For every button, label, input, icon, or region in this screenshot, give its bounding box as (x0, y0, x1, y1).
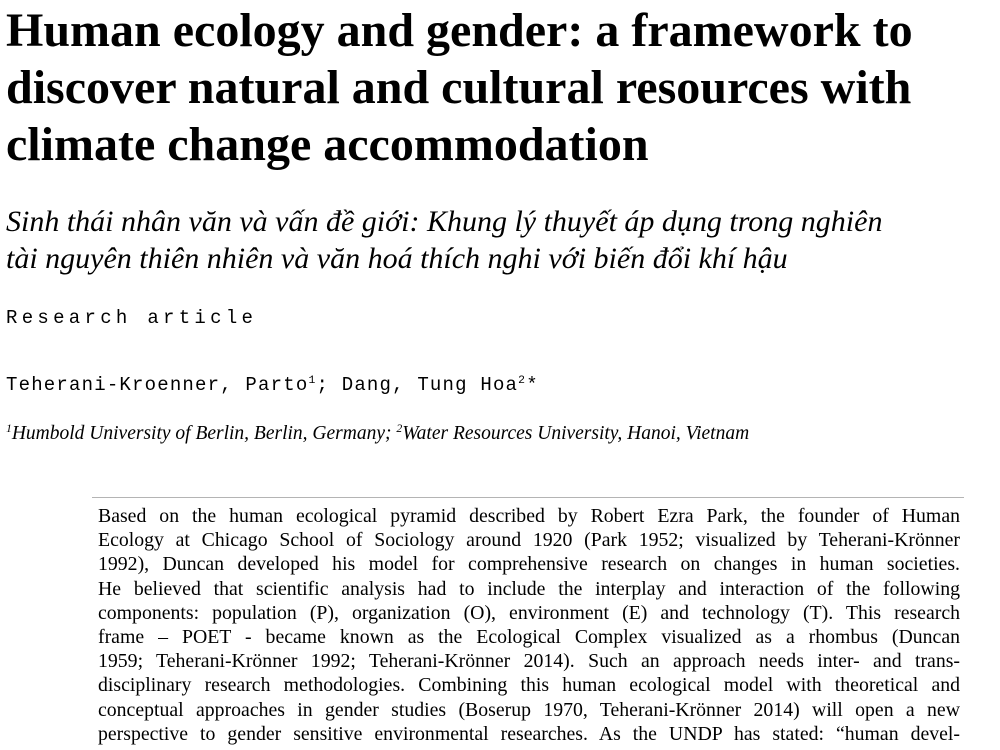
article-type-label: Research article (6, 307, 258, 329)
subtitle-line-1: Sinh thái nhân văn và vấn đề giới: Khung lý thuyết áp dụng trong nghiên (6, 205, 883, 238)
abstract-line: Based on the human ecological pyramid described by Robert Ezra Park, the founder of Human (98, 505, 960, 527)
title-line-3: climate change accommodation (6, 118, 649, 171)
author-1-name: Teherani-Kroenner, Parto (6, 374, 309, 396)
abstract-line: He believed that scientific analysis had to include the interplay and interaction of the following (98, 577, 960, 600)
author-2-affiliation-marker: 2 (518, 375, 527, 388)
subtitle-line-2: tài nguyên thiên nhiên và văn hoá thích nghi với biến đổi khí hậu (6, 242, 788, 275)
abstract-line: 1959; Teherani-Krönner 1992; Teherani-Krönner 2014). Such an approach needs inter- and trans- (98, 650, 960, 673)
article-subtitle-vietnamese (6, 203, 1000, 277)
abstract-line: conceptual approaches in gender studies (Boserup 1970, Teherani-Krönner 2014) will open a new (98, 698, 960, 721)
corresponding-author-mark: * (526, 374, 539, 396)
affiliation-1-marker: 1 (6, 421, 12, 435)
affiliation-2-text: Water Resources University, Hanoi, Vietnam (402, 423, 750, 444)
abstract-divider (92, 497, 964, 498)
author-1-affiliation-marker: 1 (308, 375, 317, 388)
author-separator: ; (316, 374, 342, 396)
affiliation-1-text: Humbold University of Berlin, Berlin, Germany; (11, 423, 397, 444)
title-line-2: discover natural and cultural resources with (6, 61, 912, 114)
title-line-1: Human ecology and gender: a framework to (6, 4, 913, 57)
affiliation-2-marker: 2 (396, 421, 403, 435)
abstract-line: disciplinary research methodologies. Combining this human ecological model with theoretical and (98, 674, 960, 697)
abstract-line: components: population (P), organization (O), environment (E) and technology (T). This research (98, 601, 960, 624)
author-2-name: Dang, Tung Hoa (341, 374, 519, 396)
abstract-line: Ecology at Chicago School of Sociology around 1920 (Park 1952; visualized by Teherani-Krönner (98, 529, 960, 552)
author-list (6, 373, 539, 397)
article-title (6, 2, 1000, 173)
abstract-body (98, 504, 960, 746)
abstract-line: 1992), Duncan developed his model for comprehensive research on changes in human societies. (98, 553, 960, 576)
abstract-line: frame – POET - became known as the Ecological Complex visualized as a rhombus (Duncan (98, 625, 960, 648)
affiliation-list (6, 422, 749, 446)
abstract-line: perspective to gender sensitive environmental researches. As the UNDP has stated: “human devel- (98, 722, 960, 745)
